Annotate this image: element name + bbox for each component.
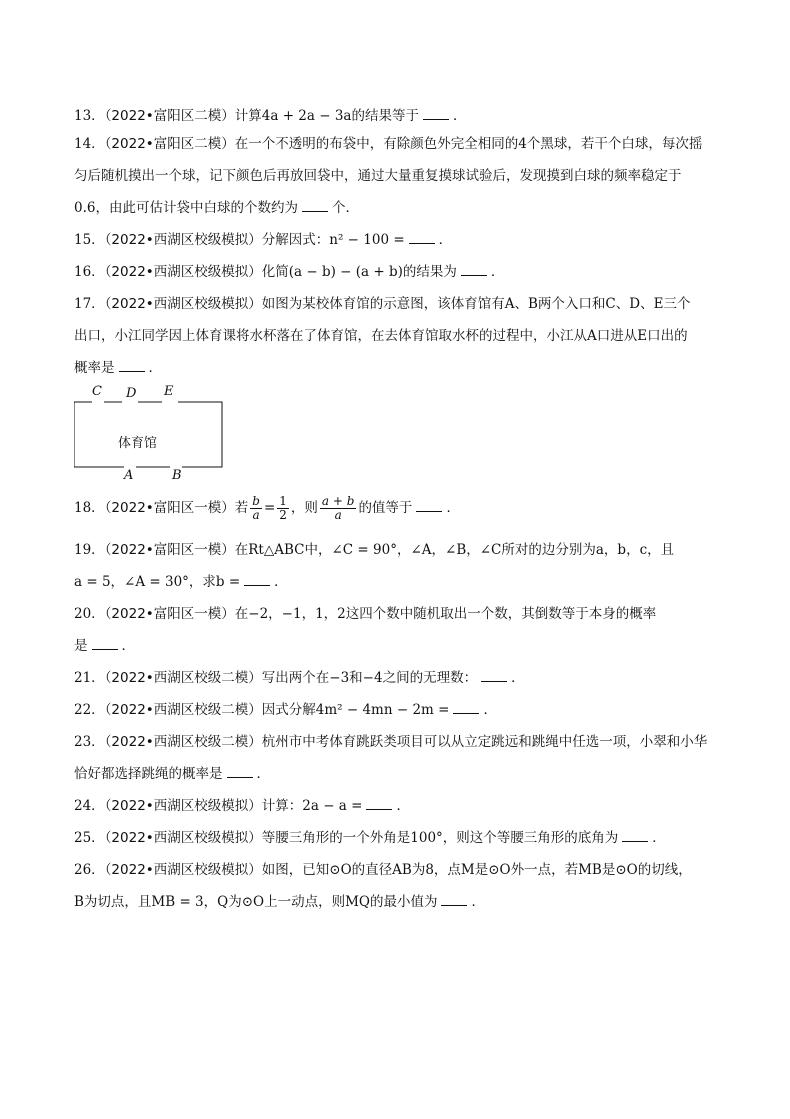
frac3-den: a (334, 508, 342, 522)
question-text: 在−2，−1，1，2这四个数中随机取出一个数，其倒数等于本身的概率 (234, 606, 657, 622)
q18-pre: 若 (234, 500, 249, 516)
label-b: B (172, 468, 182, 483)
question-text: 是 (74, 638, 88, 654)
label-e: E (164, 384, 174, 399)
question-source: （2022•富阳区二模） (104, 108, 235, 124)
answer-blank (453, 701, 479, 714)
question-line-q25 (74, 824, 724, 852)
question-line-q13 (74, 102, 724, 130)
answer-blank (481, 669, 507, 682)
q18-eq: = (263, 500, 276, 516)
gym-diagram (74, 384, 224, 484)
question-line-q21 (74, 664, 724, 692)
question-text: 杭州市中考体育跳跃类项目可以从立定跳远和跳绳中任选一项，小翠和小华 (261, 734, 708, 750)
question-line-q17b (74, 322, 724, 350)
question-number: 17． (74, 296, 105, 312)
question-text: 匀后随机摸出一个球，记下颜色后再放回袋中，通过大量重复摸球试验后，发现摸到白球的频率稳定于 (74, 168, 682, 184)
question-tail: ． (148, 360, 162, 376)
label-a: A (124, 468, 134, 483)
answer-blank (461, 263, 487, 276)
question-tail: ． (438, 232, 453, 248)
question-number: 16． (74, 264, 105, 280)
question-tail: ． (121, 638, 135, 654)
question-number: 25． (74, 830, 105, 846)
question-source: （2022•富阳区一模） (104, 606, 235, 622)
question-text: 等腰三角形的一个外角是100°，则这个等腰三角形的底角为 (261, 830, 619, 846)
fraction-one-half (277, 495, 289, 522)
question-line-q19b (74, 568, 724, 596)
frac1-den: a (252, 508, 260, 522)
question-source: （2022•西湖区校级模拟） (104, 232, 262, 248)
q18-mid: ，则 (290, 500, 318, 516)
question-line-q14c (74, 194, 724, 222)
question-line-q15 (74, 226, 724, 254)
answer-blank (441, 893, 467, 906)
question-tail: ． (483, 702, 497, 718)
question-text: 计算4a + 2a − 3a的结果等于 (234, 108, 419, 124)
question-source: （2022•西湖区校级模拟） (104, 830, 262, 846)
q18-source: （2022•富阳区一模） (104, 500, 235, 516)
question-text: 如图，已知⊙O的直径AB为8，点M是⊙O外一点，若MB是⊙O的切线， (261, 862, 692, 878)
question-text: 恰好都选择跳绳的概率是 (74, 766, 223, 782)
question-source: （2022•西湖区校级二模） (104, 670, 262, 686)
question-line-q26b (74, 888, 724, 916)
label-d: D (126, 386, 137, 401)
question-tail: ． (511, 670, 525, 686)
question-number: 24． (74, 798, 105, 814)
question-number: 19． (74, 542, 105, 558)
frac3-num: a + b (321, 494, 355, 508)
question-line-q14b (74, 162, 724, 190)
question-text: 在一个不透明的布袋中，有除颜色外完全相同的4个黑球，若干个白球，每次摇 (234, 136, 703, 152)
answer-blank (409, 231, 435, 244)
frac1-num: b (252, 494, 260, 508)
label-c: C (92, 384, 102, 399)
question-line-q23b (74, 760, 724, 788)
question-text: 因式分解4m² − 4mn − 2m = (261, 702, 450, 718)
question-number: 14． (74, 136, 105, 152)
question-text: 在Rt△ABC中，∠C = 90°，∠A，∠B，∠C所对的边分别为a，b，c，且 (234, 542, 675, 558)
question-line-q14a (74, 130, 724, 158)
question-text: a = 5，∠A = 30°，求b = (74, 574, 241, 590)
question-number: 15． (74, 232, 105, 248)
question-line-q19a (74, 536, 724, 564)
q18-post: 的值等于 (358, 500, 413, 516)
answer-blank (366, 797, 392, 810)
question-number: 22． (74, 702, 105, 718)
answer-blank (302, 199, 328, 212)
question-line-q17c (74, 354, 724, 382)
question-text: 0.6，由此可估计袋中白球的个数约为 (74, 200, 298, 216)
question-text: 化简(a − b) − (a + b)的结果为 (261, 264, 457, 280)
question-text: 分解因式：n² − 100 = (261, 232, 405, 248)
question-source: （2022•西湖区校级模拟） (104, 264, 262, 280)
question-text: 概率是 (74, 360, 115, 376)
question-tail: 个． (331, 200, 359, 216)
answer-blank (622, 829, 648, 842)
question-line-q17a (74, 290, 724, 318)
question-number: 13． (74, 108, 105, 124)
frac2-num: 1 (279, 494, 287, 508)
question-line-q16 (74, 258, 724, 286)
question-tail: ． (652, 830, 666, 846)
question-source: （2022•西湖区校级模拟） (104, 862, 262, 878)
gym-center-label: 体育馆 (118, 436, 158, 451)
question-number: 26． (74, 862, 105, 878)
answer-blank (423, 107, 449, 120)
answer-blank (244, 573, 270, 586)
question-line-q24 (74, 792, 724, 820)
question-source: （2022•西湖区校级二模） (104, 702, 262, 718)
question-source: （2022•西湖区校级模拟） (104, 296, 262, 312)
q18-tail: ． (446, 500, 460, 516)
question-tail: ． (256, 766, 270, 782)
question-tail: ． (471, 894, 485, 910)
question-number: 20． (74, 606, 105, 622)
question-source: （2022•西湖区校级模拟） (104, 798, 262, 814)
question-text: 如图为某校体育馆的示意图，该体育馆有A、B两个入口和C、D、E三个 (261, 296, 691, 312)
frac2-den: 2 (279, 508, 287, 522)
question-18 (74, 494, 724, 522)
answer-blank (119, 359, 145, 372)
question-source: （2022•富阳区一模） (104, 542, 235, 558)
fraction-b-over-a (250, 495, 262, 522)
answer-blank (416, 499, 442, 512)
question-tail: ． (274, 574, 288, 590)
question-text: B为切点，且MB = 3，Q为⊙O上一动点，则MQ的最小值为 (74, 894, 438, 910)
question-text: 计算：2a − a = (261, 798, 363, 814)
question-tail: ． (490, 264, 505, 280)
question-line-q22 (74, 696, 724, 724)
question-source: （2022•西湖区校级二模） (104, 734, 262, 750)
question-number: 21． (74, 670, 105, 686)
fraction-apb-over-a (320, 495, 357, 522)
question-text: 写出两个在−3和−4之间的无理数： (261, 670, 478, 686)
question-line-q23a (74, 728, 724, 756)
q18-num: 18． (74, 500, 105, 516)
question-tail: ． (396, 798, 410, 814)
answer-blank (92, 637, 118, 650)
question-line-q26a (74, 856, 724, 884)
question-source: （2022•富阳区二模） (104, 136, 235, 152)
question-line-q20a (74, 600, 724, 628)
question-text: 出口，小江同学因上体育课将水杯落在了体育馆，在去体育馆取水杯的过程中，小江从A口进从E口出的 (74, 328, 688, 344)
answer-blank (227, 765, 253, 778)
question-number: 23． (74, 734, 105, 750)
question-line-q20b (74, 632, 724, 660)
question-tail: ． (452, 108, 467, 124)
